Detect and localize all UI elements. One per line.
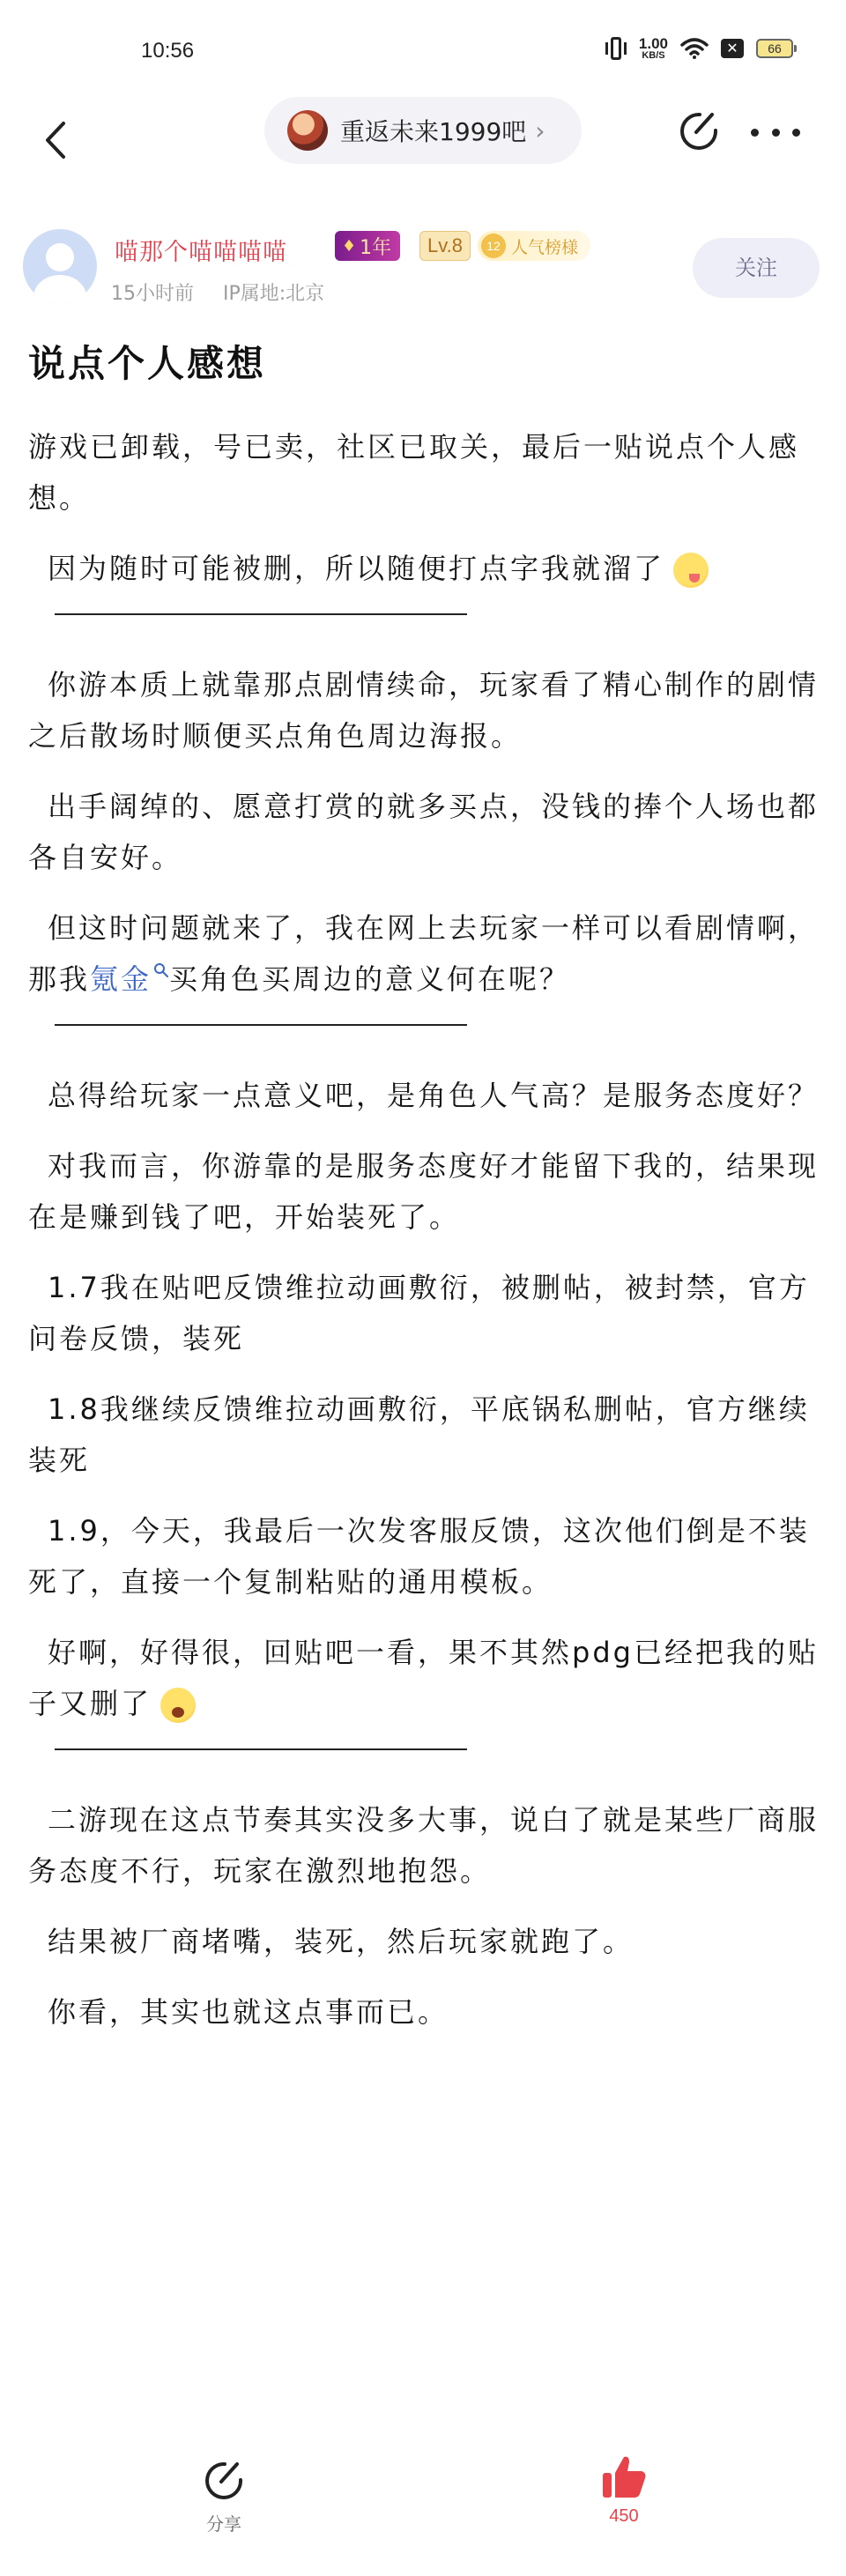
like-count: 450 [609, 2506, 639, 2526]
notification-x-icon: ✕ [721, 39, 744, 58]
year-badge-label: 1年 [360, 236, 392, 259]
back-icon[interactable] [35, 118, 79, 162]
bottom-action-bar [0, 2441, 846, 2576]
popularity-badge[interactable] [478, 231, 590, 261]
chevron-right-icon: › [535, 115, 545, 145]
post-paragraph-text: 但这时问题就来了，我在网上去玩家一样可以看剧情啊，那我 [28, 911, 820, 996]
post-paragraph [28, 1627, 821, 1729]
yum-emoji-icon [673, 553, 709, 588]
popularity-label: 人气榜様 [511, 237, 579, 257]
share-label: 分享 [206, 2513, 241, 2535]
level-badge: Lv.8 [419, 231, 471, 261]
network-speed-value: 1.00 [638, 35, 668, 52]
status-time: 10:56 [141, 39, 195, 63]
gem-icon: ♦ [342, 236, 357, 256]
like-button[interactable] [596, 2454, 652, 2527]
post-paragraph-text: 好啊，好得很，回贴吧一看，果不其然pdg已经把我的贴子又删了 [28, 1636, 819, 1720]
shocked-emoji-icon [160, 1688, 196, 1723]
keyword-link-text: 氪金 [90, 962, 152, 996]
forum-avatar [287, 110, 328, 151]
author-row [0, 220, 846, 317]
post-paragraph: 出手阔绰的、愿意打赏的就多买点，没钱的捧个人场也都各自安好。 [28, 790, 820, 874]
post-body [28, 421, 821, 2038]
post-paragraph: 你游本质上就靠那点剧情续命，玩家看了精心制作的剧情之后散场时顺便买点角色周边海报。 [28, 668, 820, 753]
ip-location: IP属地:北京 [223, 283, 325, 305]
post-paragraph [28, 902, 821, 1005]
post-paragraph: 游戏已卸载，号已卖，社区已取关，最后一贴说点个人感想。 [28, 430, 800, 515]
forum-name: 重返未来1999吧 [340, 117, 527, 146]
more-icon[interactable] [751, 123, 800, 141]
post-paragraph: 结果被厂商堵嘴，装死，然后玩家就跑了。 [48, 1925, 634, 1958]
author-meta [111, 278, 324, 306]
nav-bar [0, 97, 846, 203]
forum-pill[interactable] [264, 97, 582, 164]
search-icon [153, 962, 169, 978]
wifi-icon [680, 38, 709, 59]
year-badge [335, 231, 400, 261]
network-speed-unit: KB/S [642, 50, 665, 61]
post-paragraph: 总得给玩家一点意义吧，是角色人气高？是服务态度好？ [48, 1079, 820, 1112]
post-paragraph: 你看，其实也就这点事而已。 [48, 1995, 449, 2029]
post-title: 说点个人感想 [28, 342, 267, 385]
post-paragraph: 对我而言，你游靠的是服务态度好才能留下我的，结果现在是赚到钱了吧，开始装死了。 [28, 1149, 820, 1234]
edit-icon[interactable] [677, 109, 721, 153]
follow-button[interactable]: 关注 [693, 238, 820, 298]
post-paragraph [28, 543, 821, 594]
share-button[interactable] [196, 2459, 252, 2535]
share-icon [202, 2459, 246, 2503]
status-icons [605, 35, 793, 62]
post-paragraph: 二游现在这点节奏其实没多大事，说白了就是某些厂商服务态度不行，玩家在激烈地抱怨。 [28, 1803, 820, 1888]
author-name[interactable]: 喵那个喵喵喵喵 [115, 239, 287, 266]
post-paragraph: 1.7我在贴吧反馈维拉动画敷衍，被删帖，被封禁，官方问卷反馈，装死 [28, 1271, 810, 1355]
status-bar [0, 0, 846, 97]
battery-icon: 66 [756, 39, 793, 58]
medal-icon: 12 [481, 234, 506, 258]
avatar[interactable] [23, 229, 97, 303]
vibrate-icon [605, 35, 627, 62]
post-paragraph: 1.8我继续反馈维拉动画敷衍，平底锅私删帖，官方继续装死 [28, 1392, 810, 1477]
keyword-search-link[interactable] [90, 962, 169, 996]
thumbs-up-icon [599, 2454, 649, 2501]
network-speed [639, 36, 668, 61]
post-paragraph-text: 买角色买周边的意义何在呢？ [169, 962, 571, 996]
post-time: 15小时前 [111, 283, 194, 305]
post-paragraph: 1.9，今天，我最后一次发客服反馈，这次他们倒是不装死了，直接一个复制粘贴的通用模板。 [28, 1514, 810, 1599]
post-paragraph-text: 因为随时可能被删，所以随便打点字我就溜了 [48, 552, 665, 585]
